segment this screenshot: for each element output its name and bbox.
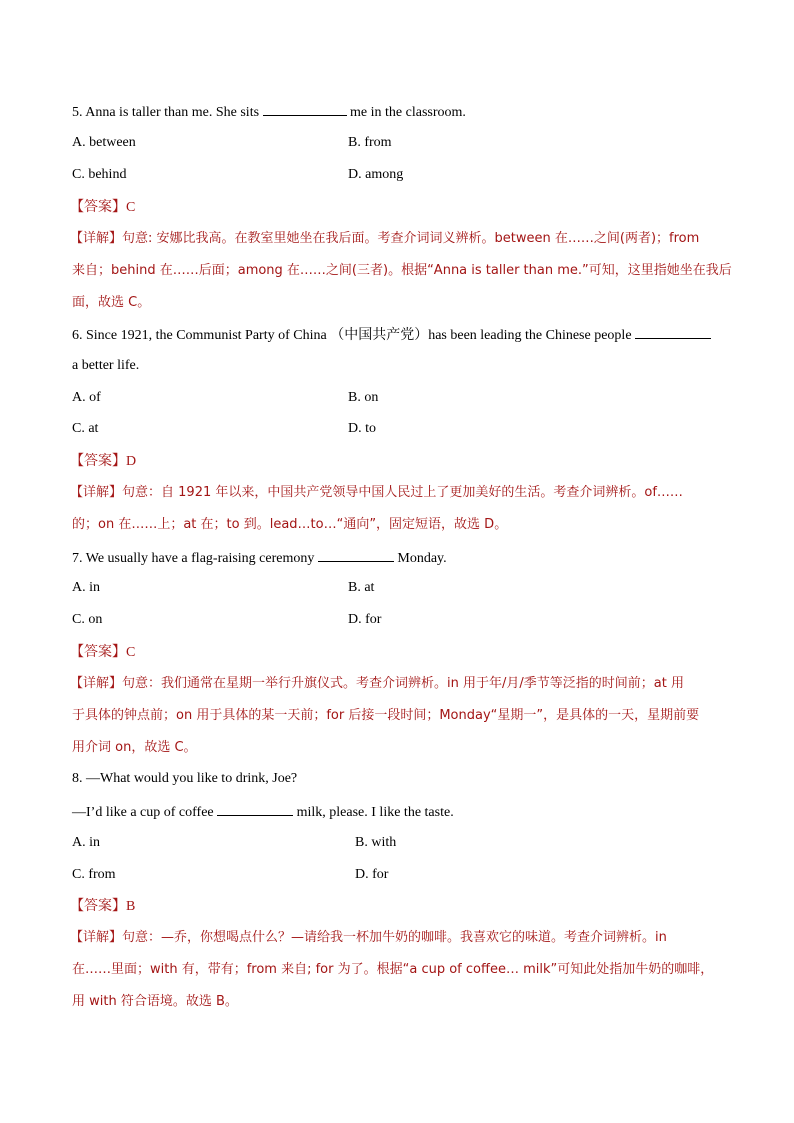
question-5-detail-line-1 [70,230,699,248]
question-6-option-c: C. at [72,421,99,436]
answer-value: B [126,899,136,914]
question-7-detail-line-1 [70,675,684,693]
question-7-option-d: D. for [348,612,382,627]
question-5-detail-line-3: 面，故选 C。 [72,295,151,310]
question-8-option-c: C. from [72,867,116,882]
question-8-stem-line-2 [72,802,454,822]
question-5-stem-start: 5. Anna is taller than me. She sits [72,105,263,120]
question-5-detail-line-2: 来自；behind 在……后面；among 在……之间(三者)。根据“Anna is taller than me.”可知，这里指她坐在我后 [72,263,732,278]
question-7-option-a: A. in [72,580,100,595]
question-7-stem-start: 7. We usually have a flag-raising ceremony [72,551,318,566]
answer-blank [635,325,711,339]
answer-tag: 【答案】 [70,898,126,914]
answer-tag: 【答案】 [70,199,126,215]
question-6-answer [70,452,136,471]
question-6-stem-line-2: a better life. [72,358,140,373]
question-6-detail-line-2: 的；on 在……上；at 在；to 到。lead…to…“通向”，固定短语，故选 D。 [72,517,508,532]
question-5-option-c: C. behind [72,167,127,182]
answer-blank [263,102,347,116]
question-8-answer [70,897,135,916]
answer-blank [217,802,293,816]
question-5-answer [70,198,135,217]
answer-value: C [126,200,136,215]
question-8-stem-end: milk, please. I like the taste. [293,805,454,820]
detail-text: 句意：自 1921 年以来，中国共产党领导中国人民过上了更加美好的生活。考查介词辨析。of…… [122,485,683,500]
answer-tag: 【答案】 [70,644,126,660]
question-6-option-a: A. of [72,390,101,405]
question-8-option-b: B. with [355,835,397,850]
question-8-option-a: A. in [72,835,100,850]
question-6-stem [72,325,711,345]
question-7-stem-end: Monday. [393,551,447,566]
question-6-detail-line-1 [70,484,683,502]
question-8-stem: 8. —What would you like to drink, Joe? [72,771,298,786]
answer-value: C [126,645,136,660]
question-6-option-d: D. to [348,421,376,436]
question-5-stem-end: me in the classroom. [346,105,466,120]
question-7-stem [72,548,447,568]
question-8-stem-start: —I’d like a cup of coffee [72,805,218,820]
question-8-option-d: D. for [355,867,389,882]
answer-blank [318,548,394,562]
answer-tag: 【答案】 [70,453,126,469]
question-8-detail-line-3: 用 with 符合语境。故选 B。 [72,994,238,1009]
question-7-option-b: B. at [348,580,375,595]
answer-value: D [126,454,137,469]
detail-tag: 【详解】 [70,676,123,691]
detail-tag: 【详解】 [70,231,123,246]
question-5-option-d: D. among [348,167,404,182]
question-6-option-b: B. on [348,390,379,405]
detail-text: 句意: 安娜比我高。在教室里她坐在我后面。考查介词词义辨析。between 在……之间(两者)；from [122,231,700,246]
question-7-answer [70,643,135,662]
question-7-option-c: C. on [72,612,103,627]
question-7-detail-line-2: 于具体的钟点前；on 用于具体的某一天前；for 后接一段时间；Monday“星期一”，是具体的一天，星期前要 [72,708,700,723]
question-5-option-b: B. from [348,135,392,150]
detail-tag: 【详解】 [70,930,123,945]
question-5-stem [72,102,466,122]
question-8-detail-line-2: 在……里面；with 有，带有；from 来自; for 为了。根据“a cup of coffee… milk”可知此处指加牛奶的咖啡， [72,962,714,977]
question-6-stem-start: 6. Since 1921, the Communist Party of China （中国共产党）has been leading the Chinese people [72,328,636,343]
detail-tag: 【详解】 [70,485,123,500]
detail-text: 句意：我们通常在星期一举行升旗仪式。考查介词辨析。in 用于年/月/季节等泛指的时间前；at 用 [122,676,684,691]
question-7-detail-line-3: 用介词 on，故选 C。 [72,740,197,755]
question-8-detail-line-1 [70,929,667,947]
detail-text: 句意：—乔，你想喝点什么？—请给我一杯加牛奶的咖啡。我喜欢它的味道。考查介词辨析。in [122,930,667,945]
question-5-option-a: A. between [72,135,136,150]
